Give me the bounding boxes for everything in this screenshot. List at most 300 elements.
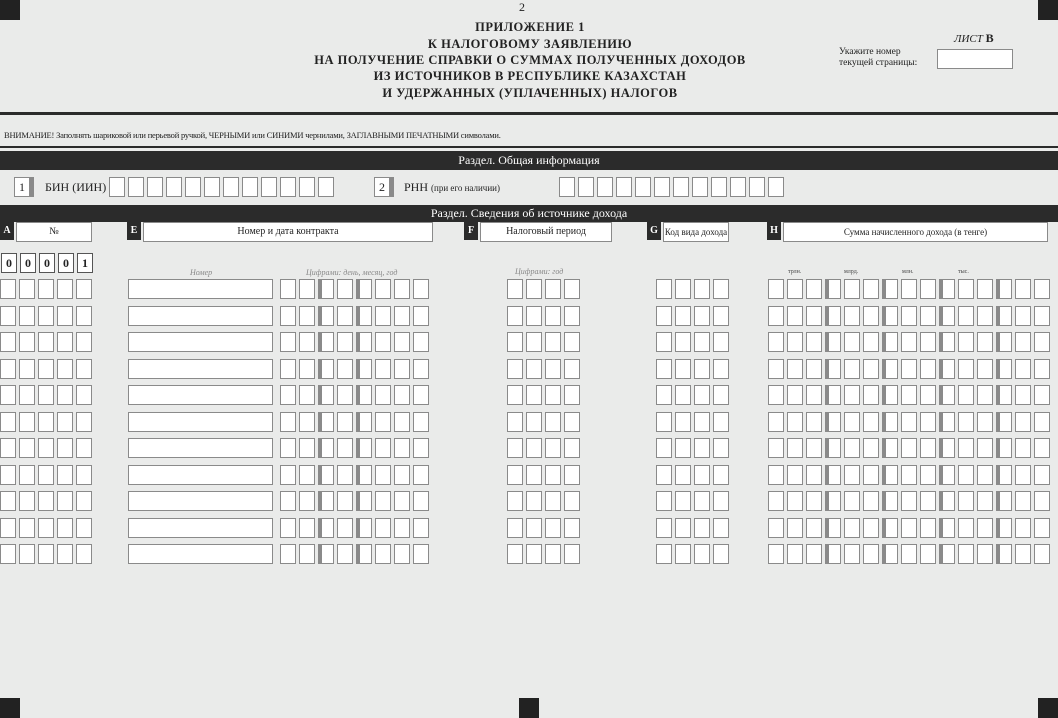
contract-date-cell[interactable] (356, 306, 372, 326)
income-amount-cell[interactable] (806, 412, 822, 432)
row-number-cell[interactable] (19, 544, 35, 564)
income-amount-cell[interactable] (882, 438, 898, 458)
row-number-cell[interactable] (38, 518, 54, 538)
contract-number-input[interactable] (128, 306, 273, 326)
income-amount-cell[interactable] (768, 412, 784, 432)
row-number-cell[interactable] (19, 412, 35, 432)
contract-number-input[interactable] (128, 544, 273, 564)
income-amount-cell[interactable] (768, 359, 784, 379)
contract-date-cell[interactable] (375, 518, 391, 538)
rnn-digit-cell[interactable] (654, 177, 670, 197)
contract-date-cell[interactable] (375, 465, 391, 485)
contract-date-cell[interactable] (299, 518, 315, 538)
income-code-cell[interactable] (694, 332, 710, 352)
tax-period-year-cell[interactable] (507, 332, 523, 352)
income-amount-cell[interactable] (920, 491, 936, 511)
income-amount-cell[interactable] (996, 385, 1012, 405)
income-amount-cell[interactable] (977, 518, 993, 538)
income-amount-cell[interactable] (996, 306, 1012, 326)
tax-period-year-cell[interactable] (564, 412, 580, 432)
income-amount-cell[interactable] (787, 491, 803, 511)
income-code-cell[interactable] (675, 465, 691, 485)
income-amount-cell[interactable] (901, 491, 917, 511)
income-amount-cell[interactable] (882, 518, 898, 538)
income-amount-cell[interactable] (863, 491, 879, 511)
row-number-cell[interactable] (19, 518, 35, 538)
income-code-cell[interactable] (713, 332, 729, 352)
contract-date-cell[interactable] (394, 385, 410, 405)
income-code-cell[interactable] (656, 359, 672, 379)
income-amount-cell[interactable] (768, 332, 784, 352)
income-code-cell[interactable] (675, 438, 691, 458)
row-number-cell[interactable] (38, 465, 54, 485)
income-code-cell[interactable] (656, 544, 672, 564)
income-amount-cell[interactable] (901, 438, 917, 458)
contract-number-input[interactable] (128, 359, 273, 379)
contract-date-cell[interactable] (356, 465, 372, 485)
income-code-cell[interactable] (694, 465, 710, 485)
income-amount-cell[interactable] (1034, 412, 1050, 432)
contract-date-cell[interactable] (413, 385, 429, 405)
income-amount-cell[interactable] (977, 412, 993, 432)
income-code-cell[interactable] (656, 332, 672, 352)
income-amount-cell[interactable] (863, 385, 879, 405)
income-amount-cell[interactable] (768, 385, 784, 405)
tax-period-year-cell[interactable] (526, 491, 542, 511)
contract-date-cell[interactable] (337, 412, 353, 432)
tax-period-year-cell[interactable] (526, 359, 542, 379)
income-amount-cell[interactable] (768, 306, 784, 326)
income-amount-cell[interactable] (958, 385, 974, 405)
income-amount-cell[interactable] (768, 518, 784, 538)
income-amount-cell[interactable] (920, 332, 936, 352)
income-amount-cell[interactable] (825, 359, 841, 379)
contract-date-cell[interactable] (375, 332, 391, 352)
bin-digit-cell[interactable] (261, 177, 277, 197)
bin-digit-cell[interactable] (299, 177, 315, 197)
contract-date-cell[interactable] (375, 491, 391, 511)
tax-period-year-cell[interactable] (564, 359, 580, 379)
bin-digit-cell[interactable] (147, 177, 163, 197)
income-amount-cell[interactable] (844, 332, 860, 352)
row-number-cell[interactable] (0, 518, 16, 538)
income-code-cell[interactable] (713, 385, 729, 405)
tax-period-year-cell[interactable] (526, 518, 542, 538)
tax-period-year-cell[interactable] (526, 385, 542, 405)
contract-date-cell[interactable] (394, 465, 410, 485)
income-amount-cell[interactable] (1015, 518, 1031, 538)
contract-date-cell[interactable] (337, 544, 353, 564)
income-amount-cell[interactable] (977, 332, 993, 352)
income-amount-cell[interactable] (996, 544, 1012, 564)
income-code-cell[interactable] (713, 412, 729, 432)
contract-date-cell[interactable] (356, 385, 372, 405)
contract-number-input[interactable] (128, 332, 273, 352)
income-amount-cell[interactable] (806, 385, 822, 405)
contract-date-cell[interactable] (394, 412, 410, 432)
income-amount-cell[interactable] (1034, 491, 1050, 511)
income-amount-cell[interactable] (939, 385, 955, 405)
contract-date-cell[interactable] (318, 332, 334, 352)
row-number-cell[interactable] (57, 359, 73, 379)
income-amount-cell[interactable] (920, 385, 936, 405)
income-code-cell[interactable] (694, 306, 710, 326)
income-amount-cell[interactable] (882, 359, 898, 379)
income-amount-cell[interactable] (939, 306, 955, 326)
income-code-cell[interactable] (675, 306, 691, 326)
income-amount-cell[interactable] (920, 306, 936, 326)
rnn-digit-cell[interactable] (730, 177, 746, 197)
income-amount-cell[interactable] (977, 465, 993, 485)
row-number-cell[interactable] (38, 385, 54, 405)
contract-date-cell[interactable] (375, 412, 391, 432)
contract-date-cell[interactable] (280, 385, 296, 405)
contract-date-cell[interactable] (280, 438, 296, 458)
row-number-cell[interactable] (0, 359, 16, 379)
income-code-cell[interactable] (694, 412, 710, 432)
contract-date-cell[interactable] (299, 385, 315, 405)
income-amount-cell[interactable] (882, 332, 898, 352)
tax-period-year-cell[interactable] (564, 491, 580, 511)
contract-date-cell[interactable] (375, 279, 391, 299)
contract-date-cell[interactable] (413, 465, 429, 485)
contract-date-cell[interactable] (413, 332, 429, 352)
row-number-cell[interactable] (76, 438, 92, 458)
contract-date-cell[interactable] (394, 306, 410, 326)
row-number-cell[interactable] (76, 465, 92, 485)
tax-period-year-cell[interactable] (545, 544, 561, 564)
income-code-cell[interactable] (675, 385, 691, 405)
income-amount-cell[interactable] (825, 518, 841, 538)
income-amount-cell[interactable] (1034, 359, 1050, 379)
contract-number-input[interactable] (128, 385, 273, 405)
contract-number-input[interactable] (128, 412, 273, 432)
income-amount-cell[interactable] (977, 385, 993, 405)
contract-date-cell[interactable] (280, 306, 296, 326)
row-number-cell[interactable] (38, 491, 54, 511)
income-amount-cell[interactable] (863, 306, 879, 326)
row-number-cell[interactable] (38, 332, 54, 352)
rnn-digit-cell[interactable] (768, 177, 784, 197)
current-page-input[interactable] (937, 49, 1013, 69)
bin-digit-cell[interactable] (242, 177, 258, 197)
contract-date-cell[interactable] (356, 412, 372, 432)
contract-date-cell[interactable] (318, 518, 334, 538)
income-amount-cell[interactable] (844, 465, 860, 485)
income-amount-cell[interactable] (863, 279, 879, 299)
income-code-cell[interactable] (675, 544, 691, 564)
contract-date-cell[interactable] (299, 438, 315, 458)
contract-date-cell[interactable] (413, 359, 429, 379)
income-amount-cell[interactable] (882, 544, 898, 564)
contract-date-cell[interactable] (280, 544, 296, 564)
income-amount-cell[interactable] (1034, 385, 1050, 405)
contract-date-cell[interactable] (318, 438, 334, 458)
income-amount-cell[interactable] (844, 385, 860, 405)
income-amount-cell[interactable] (920, 544, 936, 564)
income-amount-cell[interactable] (863, 438, 879, 458)
contract-date-cell[interactable] (299, 359, 315, 379)
contract-date-cell[interactable] (337, 491, 353, 511)
tax-period-year-cell[interactable] (526, 412, 542, 432)
rnn-digit-cell[interactable] (673, 177, 689, 197)
tax-period-year-cell[interactable] (545, 279, 561, 299)
income-amount-cell[interactable] (958, 438, 974, 458)
contract-date-cell[interactable] (337, 385, 353, 405)
contract-number-input[interactable] (128, 491, 273, 511)
income-code-cell[interactable] (694, 385, 710, 405)
contract-number-input[interactable] (128, 465, 273, 485)
income-amount-cell[interactable] (939, 359, 955, 379)
income-code-cell[interactable] (656, 385, 672, 405)
bin-digit-cell[interactable] (223, 177, 239, 197)
income-amount-cell[interactable] (958, 412, 974, 432)
income-amount-cell[interactable] (901, 385, 917, 405)
contract-date-cell[interactable] (318, 465, 334, 485)
row-number-cell[interactable] (38, 412, 54, 432)
income-amount-cell[interactable] (1015, 359, 1031, 379)
income-code-cell[interactable] (694, 518, 710, 538)
contract-date-cell[interactable] (375, 544, 391, 564)
row-number-cell[interactable] (0, 465, 16, 485)
income-code-cell[interactable] (713, 306, 729, 326)
contract-date-cell[interactable] (413, 518, 429, 538)
tax-period-year-cell[interactable] (564, 306, 580, 326)
income-code-cell[interactable] (656, 491, 672, 511)
income-amount-cell[interactable] (1034, 465, 1050, 485)
contract-date-cell[interactable] (356, 438, 372, 458)
tax-period-year-cell[interactable] (526, 465, 542, 485)
income-code-cell[interactable] (675, 332, 691, 352)
contract-date-cell[interactable] (375, 438, 391, 458)
row-number-cell[interactable] (19, 359, 35, 379)
income-amount-cell[interactable] (901, 332, 917, 352)
income-code-cell[interactable] (694, 279, 710, 299)
income-amount-cell[interactable] (863, 359, 879, 379)
income-amount-cell[interactable] (920, 279, 936, 299)
contract-date-cell[interactable] (318, 279, 334, 299)
income-amount-cell[interactable] (958, 279, 974, 299)
contract-number-input[interactable] (128, 438, 273, 458)
contract-date-cell[interactable] (375, 359, 391, 379)
row-number-cell[interactable] (76, 385, 92, 405)
row-number-cell[interactable] (57, 332, 73, 352)
bin-digit-cell[interactable] (128, 177, 144, 197)
income-amount-cell[interactable] (901, 306, 917, 326)
row-number-cell[interactable] (19, 491, 35, 511)
tax-period-year-cell[interactable] (545, 412, 561, 432)
income-code-cell[interactable] (656, 518, 672, 538)
income-amount-cell[interactable] (920, 359, 936, 379)
income-amount-cell[interactable] (844, 359, 860, 379)
contract-date-cell[interactable] (413, 438, 429, 458)
income-amount-cell[interactable] (825, 438, 841, 458)
income-amount-cell[interactable] (1034, 438, 1050, 458)
income-amount-cell[interactable] (1015, 412, 1031, 432)
income-amount-cell[interactable] (787, 306, 803, 326)
income-amount-cell[interactable] (1034, 518, 1050, 538)
tax-period-year-cell[interactable] (507, 412, 523, 432)
tax-period-year-cell[interactable] (564, 279, 580, 299)
income-amount-cell[interactable] (939, 544, 955, 564)
income-amount-cell[interactable] (901, 518, 917, 538)
income-amount-cell[interactable] (787, 359, 803, 379)
contract-date-cell[interactable] (394, 438, 410, 458)
income-code-cell[interactable] (675, 491, 691, 511)
contract-date-cell[interactable] (356, 491, 372, 511)
tax-period-year-cell[interactable] (564, 518, 580, 538)
income-amount-cell[interactable] (863, 518, 879, 538)
tax-period-year-cell[interactable] (526, 438, 542, 458)
contract-date-cell[interactable] (356, 359, 372, 379)
income-amount-cell[interactable] (996, 518, 1012, 538)
row-number-cell[interactable] (76, 491, 92, 511)
income-code-cell[interactable] (713, 279, 729, 299)
income-code-cell[interactable] (713, 544, 729, 564)
contract-date-cell[interactable] (299, 412, 315, 432)
income-code-cell[interactable] (675, 518, 691, 538)
contract-date-cell[interactable] (280, 491, 296, 511)
contract-date-cell[interactable] (299, 279, 315, 299)
income-amount-cell[interactable] (863, 465, 879, 485)
rnn-digit-cell[interactable] (635, 177, 651, 197)
row-number-cell[interactable] (19, 465, 35, 485)
contract-date-cell[interactable] (280, 465, 296, 485)
income-amount-cell[interactable] (806, 332, 822, 352)
contract-number-input[interactable] (128, 518, 273, 538)
income-amount-cell[interactable] (977, 279, 993, 299)
income-amount-cell[interactable] (977, 438, 993, 458)
income-amount-cell[interactable] (1015, 306, 1031, 326)
tax-period-year-cell[interactable] (507, 279, 523, 299)
income-amount-cell[interactable] (806, 465, 822, 485)
income-amount-cell[interactable] (768, 544, 784, 564)
income-amount-cell[interactable] (787, 518, 803, 538)
tax-period-year-cell[interactable] (507, 518, 523, 538)
income-amount-cell[interactable] (977, 359, 993, 379)
income-amount-cell[interactable] (920, 412, 936, 432)
income-amount-cell[interactable] (844, 412, 860, 432)
income-amount-cell[interactable] (768, 491, 784, 511)
row-number-cell[interactable] (19, 332, 35, 352)
bin-digit-cell[interactable] (185, 177, 201, 197)
income-amount-cell[interactable] (806, 359, 822, 379)
row-number-cell[interactable] (38, 544, 54, 564)
income-amount-cell[interactable] (996, 359, 1012, 379)
contract-date-cell[interactable] (337, 359, 353, 379)
income-amount-cell[interactable] (920, 438, 936, 458)
row-number-cell[interactable] (57, 306, 73, 326)
income-amount-cell[interactable] (844, 438, 860, 458)
income-amount-cell[interactable] (901, 544, 917, 564)
rnn-digit-cell[interactable] (711, 177, 727, 197)
income-amount-cell[interactable] (1015, 438, 1031, 458)
income-amount-cell[interactable] (787, 438, 803, 458)
contract-date-cell[interactable] (299, 544, 315, 564)
income-amount-cell[interactable] (996, 279, 1012, 299)
contract-date-cell[interactable] (299, 332, 315, 352)
contract-date-cell[interactable] (318, 491, 334, 511)
row-number-cell[interactable] (57, 465, 73, 485)
income-amount-cell[interactable] (825, 332, 841, 352)
row-number-cell[interactable] (76, 359, 92, 379)
income-amount-cell[interactable] (825, 544, 841, 564)
tax-period-year-cell[interactable] (507, 385, 523, 405)
income-code-cell[interactable] (675, 279, 691, 299)
income-amount-cell[interactable] (806, 491, 822, 511)
income-code-cell[interactable] (713, 491, 729, 511)
contract-date-cell[interactable] (337, 279, 353, 299)
tax-period-year-cell[interactable] (545, 385, 561, 405)
row-number-cell[interactable] (19, 385, 35, 405)
income-amount-cell[interactable] (806, 438, 822, 458)
contract-date-cell[interactable] (337, 518, 353, 538)
income-amount-cell[interactable] (844, 518, 860, 538)
contract-date-cell[interactable] (337, 438, 353, 458)
income-amount-cell[interactable] (1015, 385, 1031, 405)
contract-date-cell[interactable] (318, 412, 334, 432)
income-amount-cell[interactable] (825, 385, 841, 405)
income-amount-cell[interactable] (996, 465, 1012, 485)
rnn-digit-cell[interactable] (616, 177, 632, 197)
row-number-cell[interactable] (76, 412, 92, 432)
income-amount-cell[interactable] (806, 306, 822, 326)
row-number-cell[interactable] (57, 385, 73, 405)
row-number-cell[interactable] (76, 306, 92, 326)
row-number-cell[interactable] (0, 306, 16, 326)
income-amount-cell[interactable] (863, 544, 879, 564)
bin-digit-cell[interactable] (109, 177, 125, 197)
tax-period-year-cell[interactable] (545, 332, 561, 352)
row-number-cell[interactable] (38, 359, 54, 379)
income-amount-cell[interactable] (768, 465, 784, 485)
income-amount-cell[interactable] (1015, 279, 1031, 299)
income-amount-cell[interactable] (1034, 332, 1050, 352)
income-amount-cell[interactable] (882, 279, 898, 299)
contract-date-cell[interactable] (356, 332, 372, 352)
income-code-cell[interactable] (656, 279, 672, 299)
contract-date-cell[interactable] (280, 412, 296, 432)
income-code-cell[interactable] (656, 412, 672, 432)
tax-period-year-cell[interactable] (507, 438, 523, 458)
contract-date-cell[interactable] (318, 385, 334, 405)
income-amount-cell[interactable] (787, 412, 803, 432)
income-amount-cell[interactable] (787, 544, 803, 564)
income-amount-cell[interactable] (958, 332, 974, 352)
row-number-cell[interactable] (57, 279, 73, 299)
contract-date-cell[interactable] (394, 491, 410, 511)
tax-period-year-cell[interactable] (545, 359, 561, 379)
income-code-cell[interactable] (713, 438, 729, 458)
contract-date-cell[interactable] (356, 279, 372, 299)
income-amount-cell[interactable] (958, 544, 974, 564)
contract-date-cell[interactable] (394, 544, 410, 564)
income-code-cell[interactable] (656, 306, 672, 326)
income-amount-cell[interactable] (939, 412, 955, 432)
rnn-digit-cell[interactable] (749, 177, 765, 197)
contract-date-cell[interactable] (318, 544, 334, 564)
income-amount-cell[interactable] (977, 544, 993, 564)
tax-period-year-cell[interactable] (507, 306, 523, 326)
income-amount-cell[interactable] (958, 518, 974, 538)
income-amount-cell[interactable] (825, 491, 841, 511)
income-amount-cell[interactable] (825, 279, 841, 299)
income-amount-cell[interactable] (863, 332, 879, 352)
contract-date-cell[interactable] (413, 306, 429, 326)
income-amount-cell[interactable] (901, 465, 917, 485)
income-amount-cell[interactable] (996, 438, 1012, 458)
row-number-cell[interactable] (0, 385, 16, 405)
